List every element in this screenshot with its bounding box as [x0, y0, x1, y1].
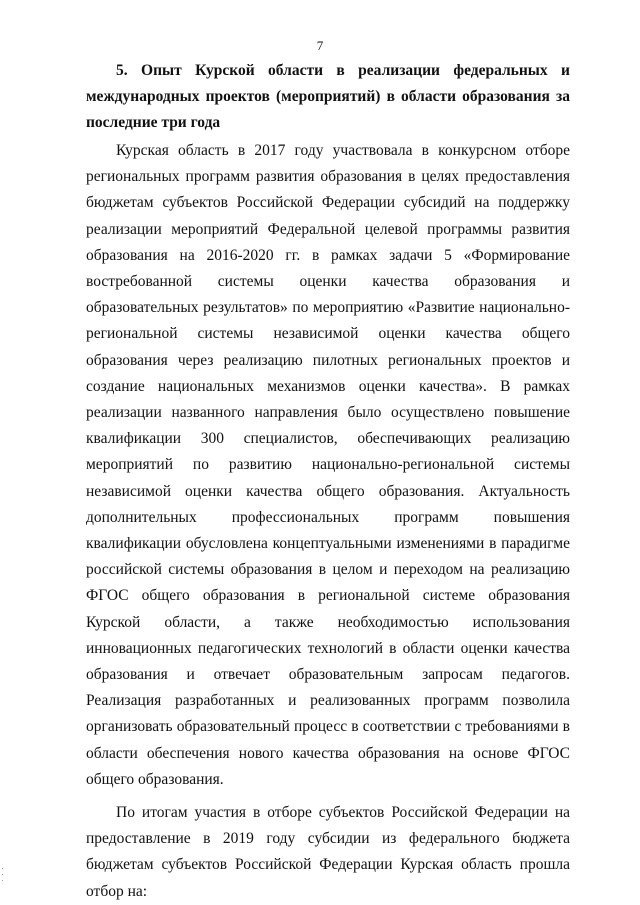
page-number: 7 — [316, 38, 324, 53]
body-paragraph: Курская область в 2017 году участвовала в конкурсном отборе региональных программ развития образования в целях предоставления бюджетам субъектов Российской Федерации субсидий на поддержку реализации мероприятий Федеральной целевой программы развития образования на 2016-2020 гг. в рамках задачи 5 «Формирование востребованной системы оценки качества образования и образовательных результатов» по мероприятию «Развитие национально-региональной системы независимой оценки качества общего образования через реализацию пилотных региональных проектов и создание национальных механизмов оценки качества». В рамках реализации названного направления было осуществлено повышение квалификации 300 специалистов, обеспечивающих реализацию мероприятий по развитию национально-региональной системы независимой оценки качества общего образования. Актуальность дополнительных профессиональных программ повышения квалификации обусловлена концептуальными изменениями в парадигме российской системы образования в целом и переходом на реализацию ФГОС общего образования в региональной системе образования Курской области, а также необходимостью использования инновационных педагогических технологий в области оценки качества образования и отвечает образовательным запросам педагогов. Реализация разработанных и реализованных программ позволила организовать образовательный процесс в соответствии с требованиями в области обеспечения нового качества образования на основе ФГОС общего образования. — [86, 142, 570, 788]
scan-speck — [2, 880, 3, 881]
scan-speck — [2, 868, 3, 869]
scan-speck — [2, 874, 3, 875]
body-paragraph: По итогам участия в отборе субъектов Российской Федерации на предоставление в 2019 году субсидии из федерального бюджета бюджетам субъектов Российской Федерации Курская область прошла отбор на: — [86, 804, 570, 900]
section-heading: 5. Опыт Курской области в реализации федеральных и международных проектов (мероприятий) в области образования за последние три года — [86, 62, 570, 131]
section-body — [86, 58, 570, 905]
